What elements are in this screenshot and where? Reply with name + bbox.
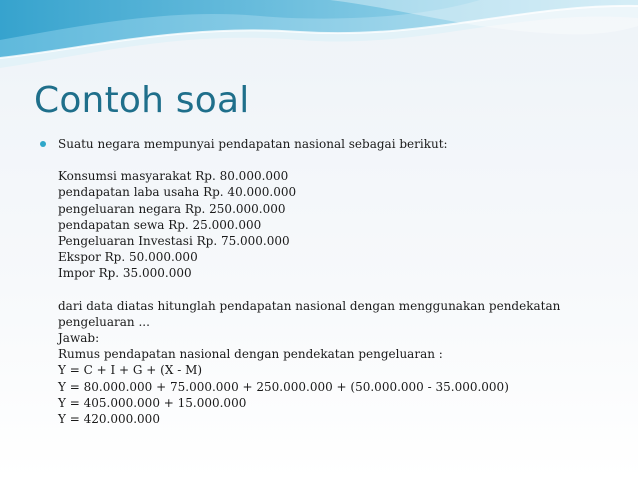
- data-line: pendapatan sewa Rp. 25.000.000: [58, 217, 262, 232]
- bullet-item: [40, 136, 600, 152]
- header-wave-decoration: [0, 0, 638, 80]
- body-lines: [58, 152, 600, 427]
- answer-label: Jawab:: [58, 331, 100, 346]
- answer-line: Y = C + I + G + (X - M): [58, 363, 203, 378]
- question-text: dari data diatas hitunglah pendapatan nasional dengan menggunakan pendekatan pengeluaran ...: [58, 298, 561, 329]
- data-line: Ekspor Rp. 50.000.000: [58, 250, 198, 265]
- answer-line: Y = 80.000.000 + 75.000.000 + 250.000.000 + (50.000.000 - 35.000.000): [58, 379, 509, 394]
- bullet-dot-icon: [40, 141, 46, 147]
- data-line: Pengeluaran Investasi Rp. 75.000.000: [58, 234, 290, 249]
- data-line: Konsumsi masyarakat Rp. 80.000.000: [58, 169, 289, 184]
- answer-line: Rumus pendapatan nasional dengan pendekatan pengeluaran :: [58, 347, 443, 362]
- answer-line: Y = 420.000.000: [58, 412, 160, 427]
- data-line: pendapatan laba usaha Rp. 40.000.000: [58, 185, 297, 200]
- slide-title: Contoh soal: [34, 80, 250, 121]
- slide-content: [40, 136, 600, 427]
- answer-line: Y = 405.000.000 + 15.000.000: [58, 395, 247, 410]
- data-line: pengeluaran negara Rp. 250.000.000: [58, 201, 286, 216]
- data-line: Impor Rp. 35.000.000: [58, 266, 192, 281]
- intro-text: Suatu negara mempunyai pendapatan nasional sebagai berikut:: [58, 137, 448, 151]
